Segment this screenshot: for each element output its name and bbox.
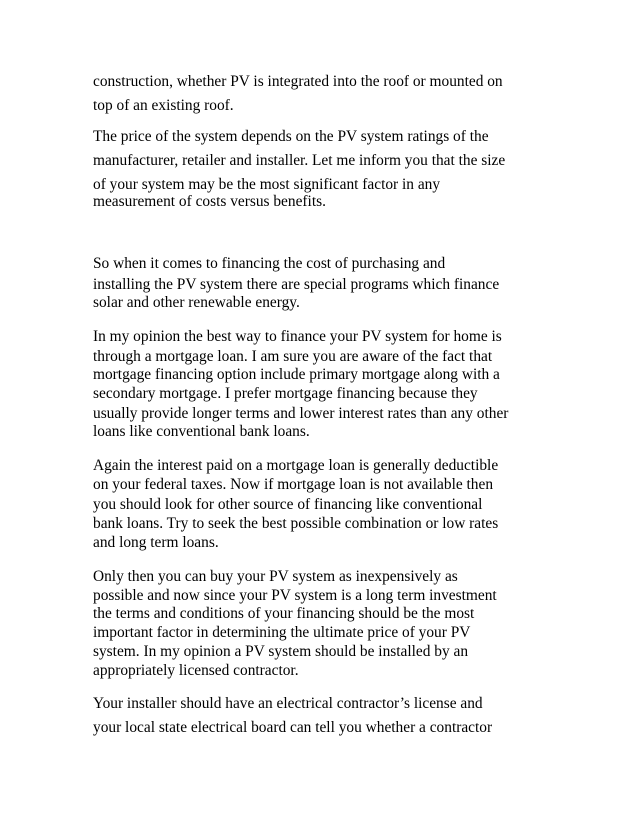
- paragraph-7-line-1: Your installer should have an electrical contractor’s license and: [93, 695, 483, 712]
- paragraph-2-line-4: measurement of costs versus benefits.: [93, 193, 326, 210]
- paragraph-4-line-5: usually provide longer terms and lower interest rates than any other: [93, 405, 509, 422]
- paragraph-6-line-6: appropriately licensed contractor.: [93, 662, 299, 679]
- paragraph-4-line-1: In my opinion the best way to finance your PV system for home is: [93, 328, 502, 345]
- paragraph-1-line-1: construction, whether PV is integrated into the roof or mounted on: [93, 73, 503, 90]
- paragraph-5-line-3: you should look for other source of financing like conventional: [93, 496, 483, 513]
- paragraph-3-line-2: installing the PV system there are special programs which finance: [93, 276, 500, 293]
- paragraph-3-line-3: solar and other renewable energy.: [93, 294, 300, 311]
- paragraph-5-line-5: and long term loans.: [93, 534, 219, 551]
- paragraph-2-line-3: of your system may be the most significant factor in any: [93, 176, 441, 193]
- paragraph-4-line-4: secondary mortgage. I prefer mortgage financing because they: [93, 385, 478, 402]
- paragraph-1-line-2: top of an existing roof.: [93, 97, 234, 114]
- paragraph-6-line-5: system. In my opinion a PV system should be installed by an: [93, 643, 469, 660]
- paragraph-5-line-1: Again the interest paid on a mortgage loan is generally deductible: [93, 457, 499, 474]
- paragraph-6-line-4: important factor in determining the ultimate price of your PV: [93, 624, 471, 641]
- paragraph-3-line-1: So when it comes to financing the cost of purchasing and: [93, 255, 446, 272]
- paragraph-4-line-3: mortgage financing option include primary mortgage along with a: [93, 366, 500, 383]
- paragraph-4-line-6: loans like conventional bank loans.: [93, 423, 310, 440]
- paragraph-6-line-1: Only then you can buy your PV system as inexpensively as: [93, 568, 458, 585]
- paragraph-5-line-4: bank loans. Try to seek the best possible combination or low rates: [93, 515, 499, 532]
- paragraph-4-line-2: through a mortgage loan. I am sure you are aware of the fact that: [93, 348, 493, 365]
- paragraph-6-line-2: possible and now since your PV system is a long term investment: [93, 587, 497, 604]
- paragraph-2-line-2: manufacturer, retailer and installer. Let me inform you that the size: [93, 152, 506, 169]
- paragraph-5-line-2: on your federal taxes. Now if mortgage loan is not available then: [93, 476, 494, 493]
- paragraph-7-line-2: your local state electrical board can tell you whether a contractor: [93, 719, 493, 736]
- paragraph-2-line-1: The price of the system depends on the PV system ratings of the: [93, 128, 489, 145]
- paragraph-6-line-3: the terms and conditions of your financing should be the most: [93, 605, 475, 622]
